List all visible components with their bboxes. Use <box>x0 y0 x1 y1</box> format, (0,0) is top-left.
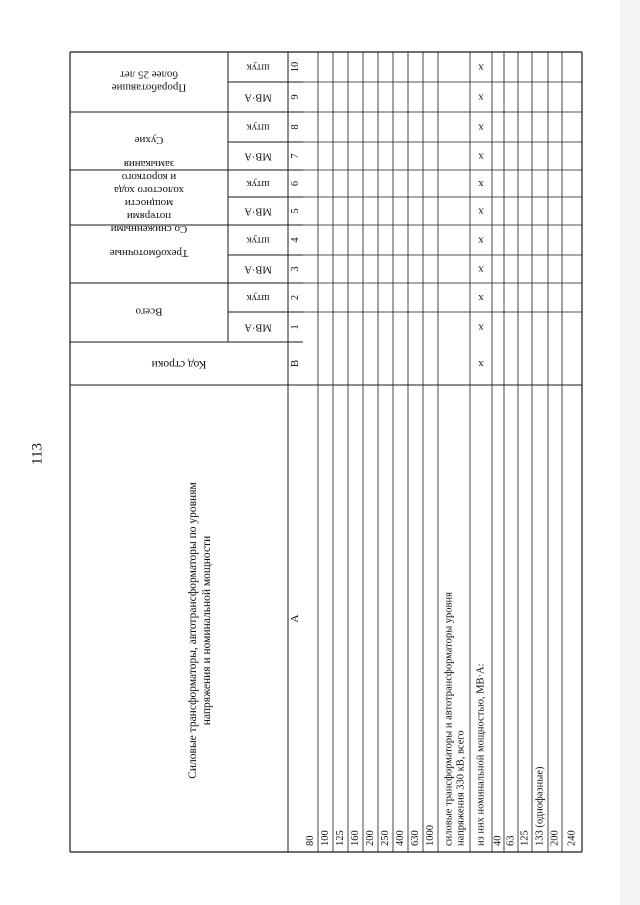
cell-r11-c7: х <box>478 150 484 163</box>
cell-r11-c2: х <box>478 291 484 304</box>
column-number-8: 8 <box>289 124 301 130</box>
code-column-letter: В <box>289 359 302 368</box>
row-label-4: 160 <box>349 830 361 846</box>
row-label-14: 125 <box>519 830 531 846</box>
unit-label-3: МВ·А <box>244 263 272 275</box>
row-label-6: 250 <box>379 830 391 846</box>
row-label-5: 200 <box>364 830 376 846</box>
row-label-10: силовые трансформаторы и автотрансформаторы уровнянапряжения 330 кВ, всего <box>443 592 467 846</box>
unit-label-2: штук <box>246 292 270 304</box>
group-header-3: Со сниженнымипотерямимощностихолостого ходаи короткогозамыкания <box>110 158 188 236</box>
row-label-11: из них номинальной мощностью, МВ·А: <box>475 663 487 846</box>
unit-label-8: штук <box>246 121 270 133</box>
cell-r11-c3: х <box>478 263 484 276</box>
row-code-11: х <box>478 357 484 370</box>
cell-r11-c9: х <box>478 91 484 104</box>
row-label-16: 200 <box>549 830 561 846</box>
column-number-2: 2 <box>289 294 301 301</box>
row-label-2: 100 <box>319 830 331 846</box>
row-label-15: 133 (однофазные) <box>534 766 546 846</box>
row-label-1: 80 <box>304 835 316 846</box>
column-number-3: 3 <box>289 266 301 272</box>
column-number-4: 4 <box>289 237 301 243</box>
unit-label-5: МВ·А <box>244 205 272 217</box>
group-header-1: Всего <box>135 305 163 318</box>
column-number-1: 1 <box>289 324 301 330</box>
page-number: 113 <box>29 443 46 465</box>
column-number-5: 5 <box>289 208 301 214</box>
unit-label-9: МВ·А <box>244 91 272 103</box>
unit-label-1: МВ·А <box>244 321 272 333</box>
unit-label-7: МВ·А <box>244 150 272 162</box>
group-header-5: Проработавшиеболее 25 лет <box>111 68 187 94</box>
code-column-header: Код строки <box>151 357 207 370</box>
row-label-12: 40 <box>492 835 504 846</box>
unit-label-6: штук <box>246 178 270 190</box>
cell-r11-c10: х <box>478 61 484 74</box>
cell-r11-c6: х <box>478 177 484 190</box>
row-label-3: 125 <box>334 830 346 846</box>
cell-r11-c8: х <box>478 121 484 134</box>
cell-r11-c5: х <box>478 205 484 218</box>
column-number-7: 7 <box>289 153 301 159</box>
row-label-9: 1000 <box>424 825 436 846</box>
main-row-header: Силовые трансформаторы, автотрансформаторы по уровням напряжения и номинальной мощности <box>187 482 214 779</box>
column-number-10: 10 <box>289 61 301 73</box>
unit-label-10: штук <box>246 61 270 73</box>
cell-r11-c1: х <box>478 321 484 334</box>
group-header-2: Трехобмоточные <box>109 247 189 260</box>
row-label-13: 63 <box>505 835 517 846</box>
cell-r11-c4: х <box>478 234 484 247</box>
row-label-7: 400 <box>394 830 406 846</box>
row-label-8: 630 <box>409 830 421 846</box>
group-header-4: Сухие <box>134 134 164 147</box>
unit-label-4: штук <box>246 234 270 246</box>
row-label-17: 240 <box>566 830 578 846</box>
main-header-letter: А <box>289 614 302 623</box>
column-number-9: 9 <box>289 94 301 100</box>
column-number-6: 6 <box>289 180 301 187</box>
